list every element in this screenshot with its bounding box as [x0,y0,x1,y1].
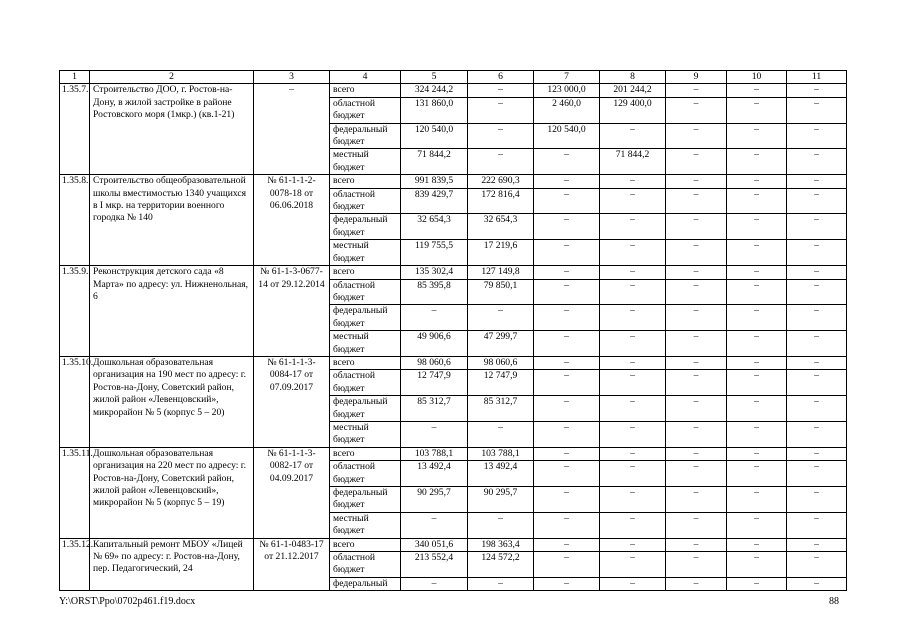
amount-cell: – [666,123,727,149]
amount-cell: – [787,240,847,266]
amount-cell: – [401,305,468,331]
amount-cell: – [600,305,666,331]
amount-cell: – [534,552,600,578]
amount-cell: – [534,421,600,447]
amount-cell: – [727,123,787,149]
amount-cell: – [468,123,534,149]
amount-cell: – [600,552,666,578]
project-description: Дошкольная образовательная организация на 190 мест по адресу: г. Ростов-на-Дону, Советский район, жилой район «Левенцовский», микрорайон № 5 (корпус 5 – 20) [90,356,254,447]
amount-cell: 2 460,0 [534,97,600,123]
amount-cell: – [468,577,534,590]
funding-source: федеральный бюджет [330,123,401,149]
item-number: 1.35.8. [60,175,90,266]
amount-cell: 103 788,1 [401,447,468,460]
amount-cell: – [787,279,847,305]
amount-cell: – [600,240,666,266]
amount-cell: 103 788,1 [468,447,534,460]
project-description: Реконструкция детского сада «8 Марта» по адресу: ул. Нижненольная, 6 [90,266,254,357]
expertise-conclusion: № 61-1-3-0677-14 от 29.12.2014 [254,266,330,357]
amount-cell: 90 295,7 [468,487,534,513]
amount-cell: – [534,396,600,422]
amount-cell: – [534,512,600,538]
col-header: 9 [666,71,727,84]
funding-source: всего [330,356,401,369]
table-row [60,538,847,551]
amount-cell: – [666,175,727,188]
amount-cell: – [600,279,666,305]
table-row [60,266,847,279]
amount-cell: – [666,577,727,590]
amount-cell: – [727,331,787,357]
amount-cell: – [727,447,787,460]
amount-cell: – [787,97,847,123]
amount-cell: – [787,421,847,447]
budget-table [59,70,847,591]
amount-cell: 135 302,4 [401,266,468,279]
amount-cell: – [787,447,847,460]
amount-cell: 172 816,4 [468,188,534,214]
amount-cell: 991 839,5 [401,175,468,188]
amount-cell: – [534,305,600,331]
funding-source: федеральный бюджет [330,305,401,331]
amount-cell: – [534,461,600,487]
amount-cell: – [727,487,787,513]
amount-cell: – [401,512,468,538]
expertise-conclusion: № 61-1-1-2-0078-18 от 06.06.2018 [254,175,330,266]
funding-source: федеральный бюджет [330,396,401,422]
amount-cell: – [534,214,600,240]
amount-cell: – [666,512,727,538]
amount-cell: 85 395,8 [401,279,468,305]
funding-source: всего [330,447,401,460]
funding-source: всего [330,538,401,551]
amount-cell: – [727,188,787,214]
col-header: 7 [534,71,600,84]
amount-cell: – [787,538,847,551]
amount-cell: – [787,214,847,240]
table-row [60,175,847,188]
amount-cell: – [727,97,787,123]
amount-cell: – [727,461,787,487]
project-description: Строительство общеобразовательной школы вместимостью 1340 учащихся в I мкр. на территории военного городка № 140 [90,175,254,266]
amount-cell: – [534,175,600,188]
funding-source: областной бюджет [330,370,401,396]
expertise-conclusion: – [254,84,330,175]
table-row [60,84,847,97]
amount-cell: 17 219,6 [468,240,534,266]
amount-cell: 340 051,6 [401,538,468,551]
amount-cell: 124 572,2 [468,552,534,578]
amount-cell: 90 295,7 [401,487,468,513]
col-header: 10 [727,71,787,84]
amount-cell: – [666,97,727,123]
amount-cell: 47 299,7 [468,331,534,357]
amount-cell: – [600,123,666,149]
amount-cell: 12 747,9 [401,370,468,396]
amount-cell: – [727,421,787,447]
amount-cell: – [666,538,727,551]
footer-file-path: Y:\ORST\Ppo\0702p461.f19.docx [59,596,196,607]
amount-cell: 85 312,7 [468,396,534,422]
amount-cell: 13 492,4 [468,461,534,487]
amount-cell: 201 244,2 [600,84,666,97]
funding-source: местный бюджет [330,512,401,538]
funding-source: областной бюджет [330,188,401,214]
item-number: 1.35.12. [60,538,90,591]
amount-cell: – [534,149,600,175]
amount-cell: – [787,396,847,422]
amount-cell: – [727,175,787,188]
amount-cell: – [727,279,787,305]
amount-cell: – [787,84,847,97]
amount-cell: – [600,461,666,487]
amount-cell: – [787,577,847,590]
amount-cell: – [600,188,666,214]
amount-cell: – [727,577,787,590]
amount-cell: – [534,538,600,551]
amount-cell: – [401,577,468,590]
amount-cell: – [534,240,600,266]
amount-cell: 79 850,1 [468,279,534,305]
amount-cell: – [666,356,727,369]
project-description: Строительство ДОО, г. Ростов-на-Дону, в жилой застройке в районе Ростовского моря (1мкр.) (кв.1-21) [90,84,254,175]
funding-source: всего [330,266,401,279]
amount-cell: – [534,266,600,279]
amount-cell: 71 844,2 [401,149,468,175]
amount-cell: – [468,84,534,97]
amount-cell: – [666,214,727,240]
amount-cell: – [666,461,727,487]
amount-cell: 129 400,0 [600,97,666,123]
amount-cell: – [787,266,847,279]
item-number: 1.35.10. [60,356,90,447]
item-number: 1.35.7. [60,84,90,175]
item-number: 1.35.9. [60,266,90,357]
amount-cell: – [787,552,847,578]
amount-cell: – [600,266,666,279]
col-header: 3 [254,71,330,84]
amount-cell: – [600,356,666,369]
amount-cell: – [666,279,727,305]
amount-cell: – [600,396,666,422]
amount-cell: – [727,538,787,551]
amount-cell: 198 363,4 [468,538,534,551]
amount-cell: – [468,97,534,123]
amount-cell: – [534,370,600,396]
amount-cell: – [787,356,847,369]
expertise-conclusion: № 61-1-1-3-0084-17 от 07.09.2017 [254,356,330,447]
amount-cell: 324 244,2 [401,84,468,97]
project-description: Капитальный ремонт МБОУ «Лицей № 69» по адресу: г. Ростов-на-Дону, пер. Педагогический, 24 [90,538,254,591]
amount-cell: – [534,331,600,357]
funding-source: федеральный бюджет [330,487,401,513]
amount-cell: – [666,305,727,331]
amount-cell: – [787,370,847,396]
amount-cell: 120 540,0 [534,123,600,149]
amount-cell: – [600,421,666,447]
amount-cell: – [787,305,847,331]
amount-cell: 49 906,6 [401,331,468,357]
amount-cell: – [534,577,600,590]
amount-cell: 123 000,0 [534,84,600,97]
amount-cell: – [600,175,666,188]
amount-cell: – [600,538,666,551]
amount-cell: – [727,370,787,396]
amount-cell: – [787,487,847,513]
amount-cell: – [666,396,727,422]
funding-source: областной бюджет [330,461,401,487]
amount-cell: – [787,149,847,175]
amount-cell: – [666,240,727,266]
amount-cell: 12 747,9 [468,370,534,396]
amount-cell: 127 149,8 [468,266,534,279]
amount-cell: 213 552,4 [401,552,468,578]
amount-cell: – [727,552,787,578]
amount-cell: 71 844,2 [600,149,666,175]
table-row [60,447,847,460]
amount-cell: – [534,487,600,513]
amount-cell: 98 060,6 [468,356,534,369]
amount-cell: 85 312,7 [401,396,468,422]
funding-source: областной бюджет [330,552,401,578]
amount-cell: – [666,370,727,396]
amount-cell: – [666,552,727,578]
amount-cell: – [727,214,787,240]
column-numbers-row [60,71,847,84]
col-header: 11 [787,71,847,84]
amount-cell: – [666,188,727,214]
col-header: 6 [468,71,534,84]
amount-cell: – [666,331,727,357]
funding-source: областной бюджет [330,279,401,305]
amount-cell: 222 690,3 [468,175,534,188]
col-header: 1 [60,71,90,84]
amount-cell: 131 860,0 [401,97,468,123]
amount-cell: – [666,447,727,460]
amount-cell: 119 755,5 [401,240,468,266]
amount-cell: – [468,305,534,331]
item-number: 1.35.11. [60,447,90,538]
amount-cell: – [787,123,847,149]
col-header: 4 [330,71,401,84]
amount-cell: – [600,577,666,590]
amount-cell: – [401,421,468,447]
amount-cell: – [727,266,787,279]
amount-cell: – [600,487,666,513]
amount-cell: 120 540,0 [401,123,468,149]
amount-cell: – [727,84,787,97]
col-header: 8 [600,71,666,84]
expertise-conclusion: № 61-1-0483-17 от 21.12.2017 [254,538,330,591]
amount-cell: – [534,447,600,460]
amount-cell: – [534,188,600,214]
amount-cell: – [534,356,600,369]
amount-cell: – [600,512,666,538]
amount-cell: 32 654,3 [468,214,534,240]
amount-cell: – [787,175,847,188]
amount-cell: – [666,487,727,513]
page-number: 88 [829,596,839,607]
amount-cell: – [468,421,534,447]
amount-cell: – [666,84,727,97]
funding-source: местный бюджет [330,149,401,175]
amount-cell: – [600,331,666,357]
amount-cell: – [666,266,727,279]
amount-cell: – [600,214,666,240]
amount-cell: – [787,512,847,538]
funding-source: всего [330,175,401,188]
col-header: 2 [90,71,254,84]
amount-cell: – [666,149,727,175]
amount-cell: – [787,461,847,487]
funding-source: федеральный [330,577,401,590]
amount-cell: 13 492,4 [401,461,468,487]
amount-cell: – [534,279,600,305]
amount-cell: – [468,149,534,175]
amount-cell: – [727,356,787,369]
amount-cell: – [600,370,666,396]
funding-source: местный бюджет [330,331,401,357]
amount-cell: – [468,512,534,538]
table-row [60,356,847,369]
amount-cell: – [727,240,787,266]
amount-cell: – [666,421,727,447]
expertise-conclusion: № 61-1-1-3-0082-17 от 04.09.2017 [254,447,330,538]
amount-cell: – [727,512,787,538]
funding-source: областной бюджет [330,97,401,123]
project-description: Дошкольная образовательная организация на 220 мест по адресу: г. Ростов-на-Дону, Советский район, жилой район «Левенцовский», микрорайон № 5 (корпус 5 – 19) [90,447,254,538]
funding-source: местный бюджет [330,421,401,447]
amount-cell: – [787,188,847,214]
amount-cell: – [600,447,666,460]
amount-cell: 32 654,3 [401,214,468,240]
amount-cell: – [727,396,787,422]
funding-source: федеральный бюджет [330,214,401,240]
funding-source: местный бюджет [330,240,401,266]
amount-cell: – [727,305,787,331]
amount-cell: – [787,331,847,357]
amount-cell: 839 429,7 [401,188,468,214]
amount-cell: 98 060,6 [401,356,468,369]
funding-source: всего [330,84,401,97]
amount-cell: – [727,149,787,175]
col-header: 5 [401,71,468,84]
